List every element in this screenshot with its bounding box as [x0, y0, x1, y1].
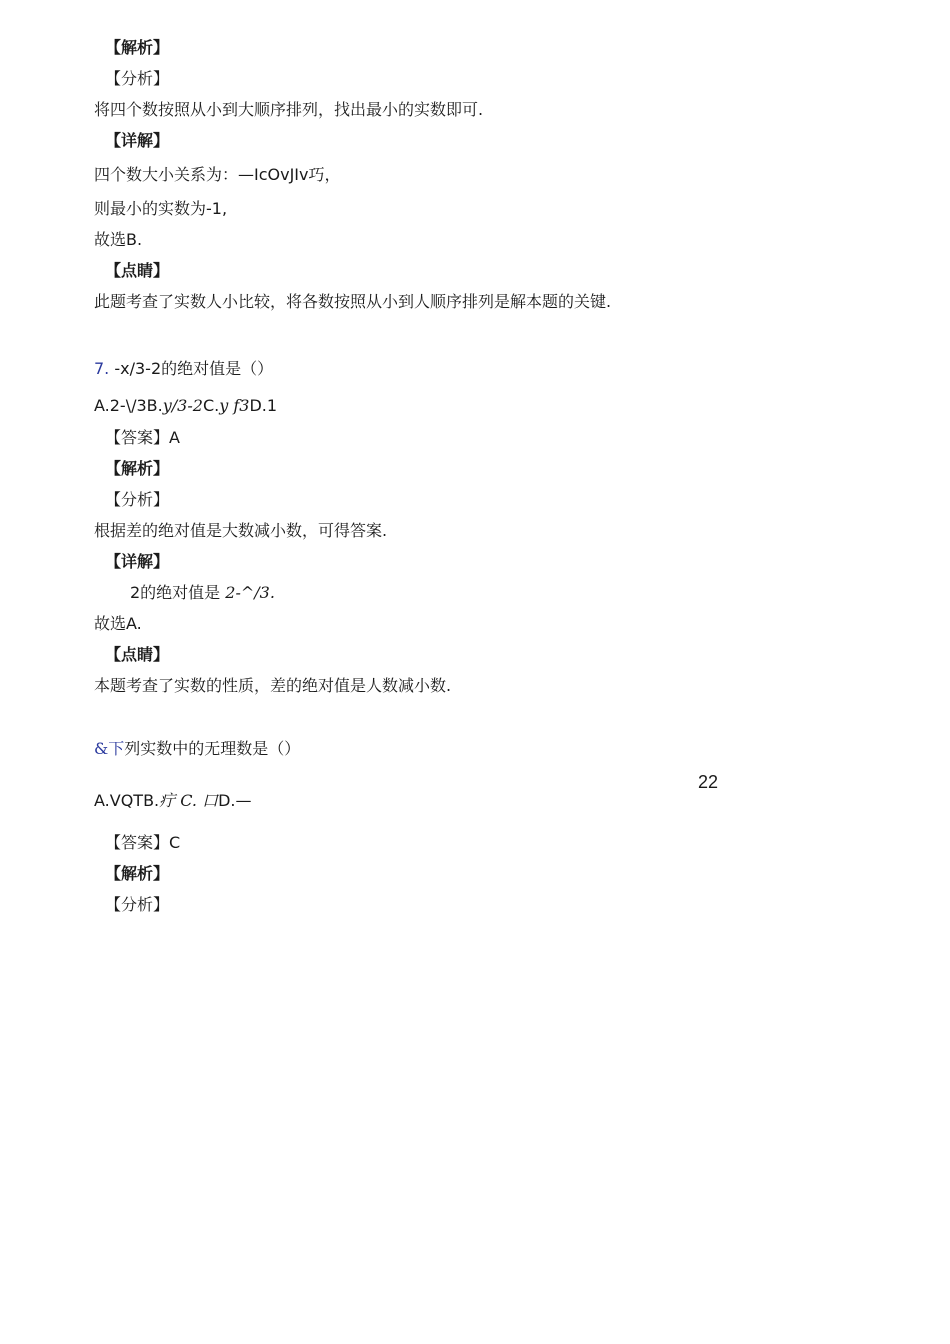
q7-option-a: A.2-\/3B. [94, 396, 163, 415]
q8-stem-text: 列实数中的无理数是（） [124, 739, 301, 758]
q7-comment-text: 本题考查了实数的性质，差的绝对值是人数减小数. [94, 676, 452, 695]
q7-option-c: y f3 [219, 396, 250, 415]
q8-fenxi-heading: 【分析】 [105, 895, 170, 914]
q7-xiangjie-heading: 【详解】 [105, 552, 170, 571]
q7-option-d: D.1 [249, 396, 278, 415]
q7-fenxi-heading: 【分析】 [105, 490, 170, 509]
q7-number: 7. [94, 359, 110, 378]
q7-detail-prefix: 2的绝对值是 [130, 583, 221, 602]
q6-jiexi-heading: 【解析】 [105, 38, 170, 57]
q7-option-c-label: C. [202, 396, 220, 415]
q8-answer: 【答案】C [105, 833, 181, 852]
q7-options [94, 395, 277, 417]
q7-answer: 【答案】A [105, 428, 180, 447]
q6-analysis-text: 将四个数按照从小到大顺序排列，找出最小的实数即可. [94, 100, 484, 119]
q8-option-a: A.VQTB. [94, 791, 160, 810]
q8-options [94, 790, 251, 812]
q7-stem [94, 358, 273, 380]
q8-stem [94, 738, 300, 760]
q7-jiexi-heading: 【解析】 [105, 459, 170, 478]
q7-detail-expr: 2-^/3. [225, 583, 275, 602]
q6-xiangjie-heading: 【详解】 [105, 131, 170, 150]
q6-detail-line-3: 故选B. [94, 230, 143, 249]
q7-analysis-text: 根据差的绝对值是大数减小数，可得答案. [94, 521, 388, 540]
q7-detail-line-1 [130, 582, 275, 604]
q6-detail-line-2: 则最小的实数为-1, [94, 199, 228, 218]
q6-comment-text: 此题考查了实数人小比较，将各数按照从小到人顺序排列是解本题的关键. [94, 292, 612, 311]
q6-detail-line-1: 四个数大小关系为：—IcOvJIv巧， [94, 165, 341, 184]
q8-jiexi-heading: 【解析】 [105, 864, 170, 883]
q7-detail-line-2: 故选A. [94, 614, 142, 633]
q7-option-b: y/3-2 [162, 396, 203, 415]
page-number: 22 [698, 772, 719, 792]
q6-fenxi-heading: 【分析】 [105, 69, 170, 88]
q7-dianjing-heading: 【点睛】 [105, 645, 170, 664]
q8-option-b-c: 疔 C. 口 [159, 791, 219, 810]
q8-number-prefix: &下 [94, 739, 125, 758]
q7-stem-text: -x/3-2的绝对值是（） [114, 359, 274, 378]
q6-dianjing-heading: 【点睛】 [105, 261, 170, 280]
q8-option-d: D.— [218, 791, 252, 810]
